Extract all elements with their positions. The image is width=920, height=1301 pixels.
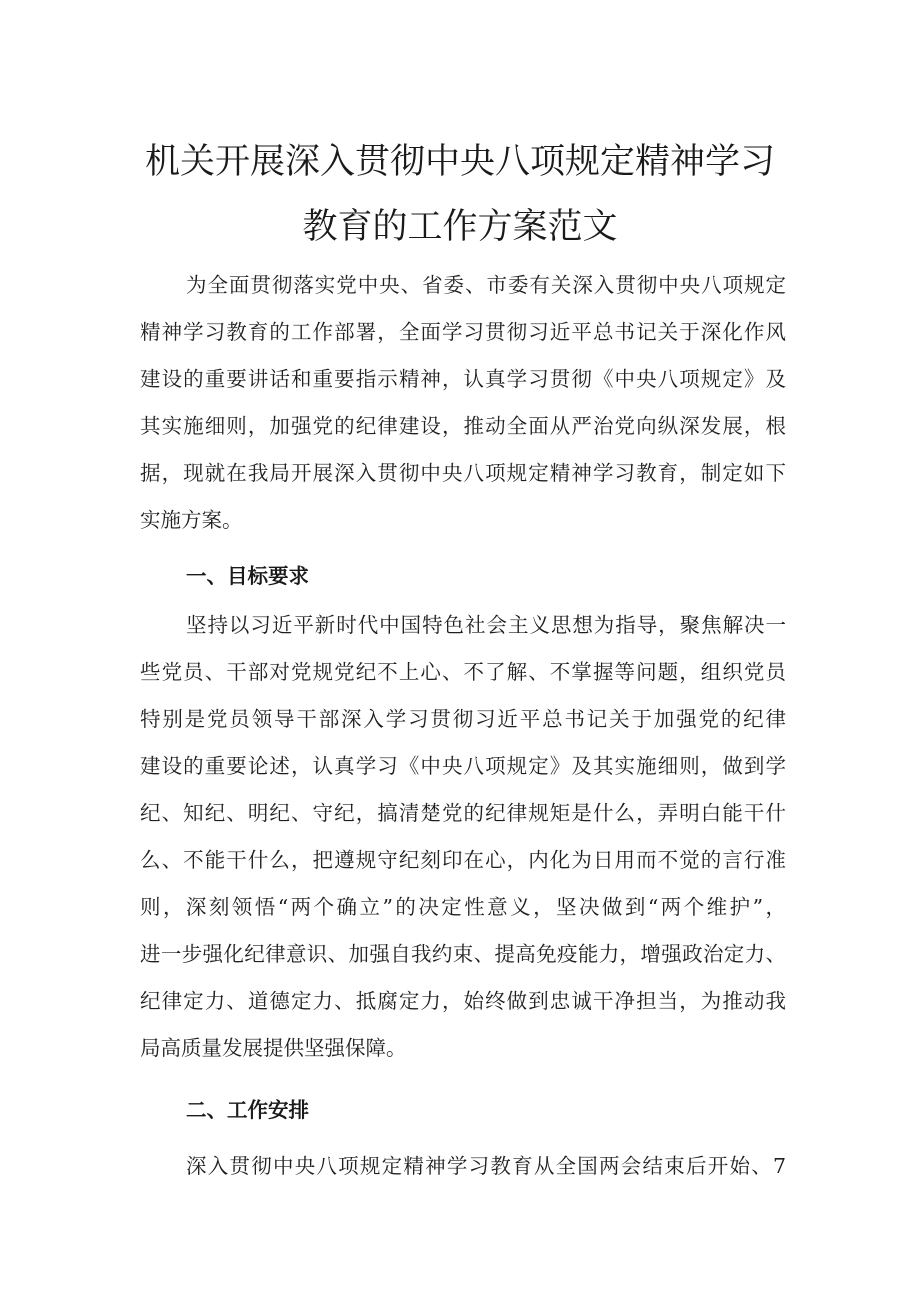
intro-line-1: 为全面贯彻落实党中央、省委、市委有关深入贯彻中央八项规定 <box>186 273 786 297</box>
section1-line-2: 些党员、干部对党规党纪不上心、不了解、不掌握等问题，组织党员 <box>140 660 786 684</box>
section1-line-5: 纪、知纪、明纪、守纪，搞清楚党的纪律规矩是什么，弄明白能干什 <box>140 801 786 825</box>
document-title-line-2: 教育的工作方案范文 <box>302 207 618 247</box>
section1-line-4: 建设的重要论述，认真学习《中央八项规定》及其实施细则，做到学 <box>140 754 786 778</box>
section1-line-10: 局高质量发展提供坚强保障。 <box>140 1036 407 1060</box>
intro-line-3: 建设的重要讲话和重要指示精神，认真学习贯彻《中央八项规定》及 <box>140 367 786 391</box>
document-title-line-1: 机关开展深入贯彻中央八项规定精神学习 <box>144 142 775 182</box>
section-heading-1: 一、目标要求 <box>186 564 309 588</box>
intro-line-5: 据，现就在我局开展深入贯彻中央八项规定精神学习教育，制定如下 <box>140 461 786 485</box>
intro-line-2: 精神学习教育的工作部署，全面学习贯彻习近平总书记关于深化作风 <box>140 320 786 344</box>
intro-line-4: 其实施细则，加强党的纪律建设，推动全面从严治党向纵深发展，根 <box>140 414 786 438</box>
section-heading-2: 二、工作安排 <box>186 1098 309 1122</box>
section1-line-3: 特别是党员领导干部深入学习贯彻习近平总书记关于加强党的纪律 <box>140 707 786 731</box>
section1-line-1: 坚持以习近平新时代中国特色社会主义思想为指导，聚焦解决一 <box>186 613 786 637</box>
section1-line-7: 则，深刻领悟“两个确立”的决定性意义，坚决做到“两个维护”， <box>140 895 786 919</box>
section2-line-1: 深入贯彻中央八项规定精神学习教育从全国两会结束后开始、7 <box>186 1154 786 1178</box>
intro-line-6: 实施方案。 <box>140 508 243 532</box>
section1-line-6: 么、不能干什么，把遵规守纪刻印在心，内化为日用而不觉的言行准 <box>140 848 786 872</box>
section1-line-8: 进一步强化纪律意识、加强自我约束、提高免疫能力，增强政治定力、 <box>140 942 786 966</box>
section1-line-9: 纪律定力、道德定力、抵腐定力，始终做到忠诚干净担当，为推动我 <box>140 989 786 1013</box>
